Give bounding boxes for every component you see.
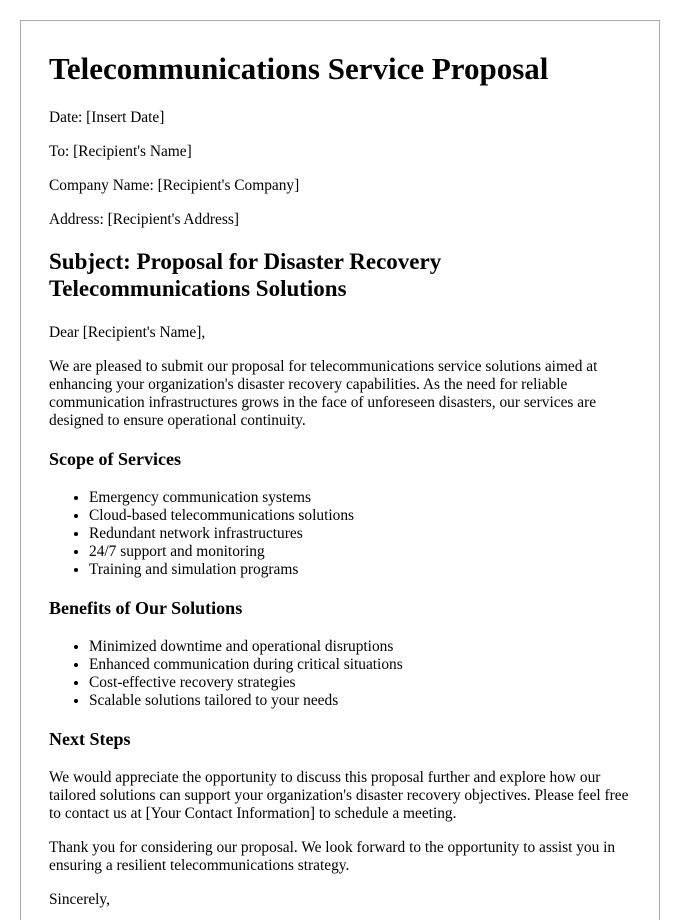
list-item: • 24/7 support and monitoring: [89, 543, 631, 561]
list-item: • Minimized downtime and operational disruptions: [89, 638, 631, 656]
salutation: Dear [Recipient's Name],: [49, 324, 206, 341]
sign-off: Sincerely,: [49, 891, 110, 908]
company-line: Company Name: [Recipient's Company]: [49, 177, 300, 194]
next-steps-paragraph: We would appreciate the opportunity to discuss this proposal further and explore how our tailored solutions can support your organization's disaster recovery objectives. Please feel free to contact us at [Your Contact Information] to schedule a meeting.: [49, 769, 629, 822]
closing-paragraph: Thank you for considering our proposal. We look forward to the opportunity to assist you in ensuring a resilient telecommunications strategy.: [49, 839, 616, 874]
next-steps-heading: Next Steps: [49, 729, 131, 749]
list-item: • Training and simulation programs: [89, 561, 631, 579]
date-line: Date: [Insert Date]: [49, 109, 165, 126]
benefits-list: [49, 638, 631, 710]
list-item: • Cost-effective recovery strategies: [89, 674, 631, 692]
document-title: Telecommunications Service Proposal: [49, 51, 549, 86]
scope-heading: Scope of Services: [49, 449, 181, 469]
benefits-heading: Benefits of Our Solutions: [49, 598, 243, 618]
subject-heading: Subject: Proposal for Disaster Recovery Telecommunications Solutions: [49, 249, 442, 301]
recipient-line: To: [Recipient's Name]: [49, 143, 192, 160]
list-item: • Enhanced communication during critical situations: [89, 656, 631, 674]
intro-paragraph: We are pleased to submit our proposal for telecommunications service solutions aimed at enhancing your organization's disaster recovery capabilities. As the need for reliable communication infrastructures grows in the face of unforeseen disasters, our services are designed to ensure operational continuity.: [49, 358, 598, 429]
list-item: • Scalable solutions tailored to your needs: [89, 692, 631, 710]
scope-list: [49, 489, 631, 579]
list-item: • Cloud-based telecommunications solutions: [89, 507, 631, 525]
list-item: • Emergency communication systems: [89, 489, 631, 507]
list-item: • Redundant network infrastructures: [89, 525, 631, 543]
address-line: Address: [Recipient's Address]: [49, 211, 239, 228]
document-page: [20, 20, 660, 920]
